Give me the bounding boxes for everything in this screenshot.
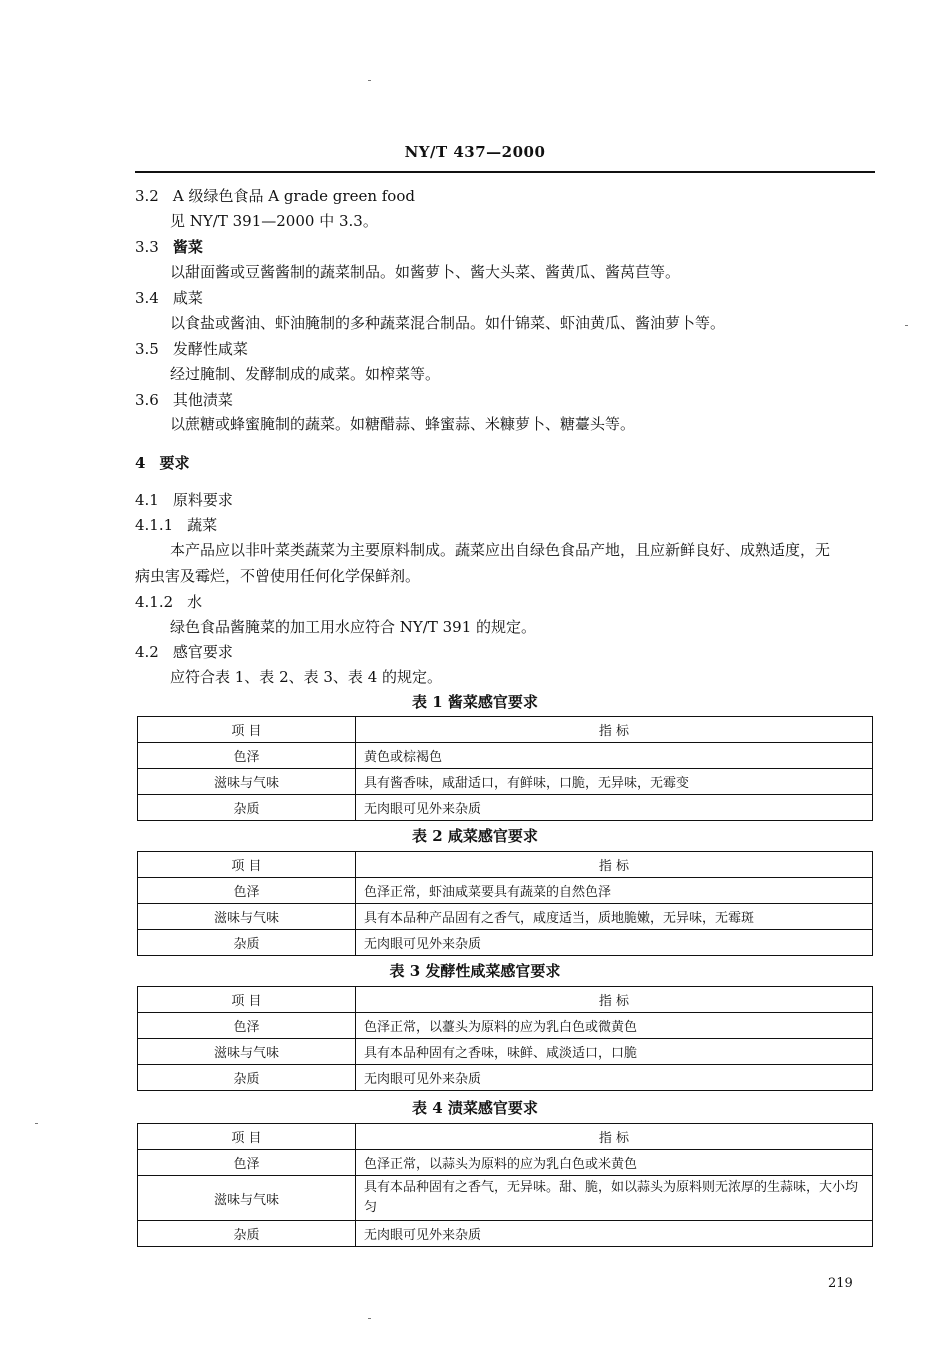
section-title: A 级绿色食品 A grade green food [172,187,415,205]
section-number: 3.2 [135,187,159,205]
section-4-1-heading [135,490,233,510]
scan-speck [35,1123,38,1124]
section-3-3-heading [135,237,203,257]
section-title: 酱菜 [172,238,203,256]
row-value: 无肉眼可见外来杂质 [356,795,873,821]
section-title: 要求 [159,454,190,472]
row-item: 杂质 [138,795,356,821]
section-title: 其他渍菜 [172,391,233,409]
section-title: 咸菜 [172,289,203,307]
section-title: 蔬菜 [187,516,218,534]
section-3-4-heading [135,288,203,308]
section-3-2-heading [135,186,415,206]
table-4 [137,1123,873,1247]
table-row [138,878,873,904]
table-3 [137,986,873,1091]
section-3-6-heading [135,390,233,410]
section-number: 4.1.1 [135,516,174,534]
table-3-caption: 表 3 发酵性咸菜感官要求 [389,962,561,980]
row-item: 色泽 [138,1013,356,1039]
section-number: 3.3 [135,238,159,256]
table-row [138,1176,873,1221]
row-item: 杂质 [138,1065,356,1091]
section-3-3-body: 以甜面酱或豆酱酱制的蔬菜制品。如酱萝卜、酱大头菜、酱黄瓜、酱莴苣等。 [170,263,681,281]
header-index: 指 标 [356,1124,873,1150]
table-1 [137,716,873,821]
row-value: 无肉眼可见外来杂质 [356,1065,873,1091]
row-item: 滋味与气味 [138,1176,356,1221]
table-row [138,1039,873,1065]
row-value: 色泽正常，以薹头为原料的应为乳白色或微黄色 [356,1013,873,1039]
section-title: 感官要求 [172,643,233,661]
table-row [138,1065,873,1091]
header-rule [135,171,875,173]
row-item: 色泽 [138,743,356,769]
row-item: 滋味与气味 [138,1039,356,1065]
header-item: 项 目 [138,987,356,1013]
table-4-caption: 表 4 渍菜感官要求 [412,1099,538,1117]
section-4-1-1-body-line2: 病虫害及霉烂，不曾使用任何化学保鲜剂。 [135,567,421,585]
scan-speck [368,1318,371,1319]
section-number: 4.1.2 [135,593,174,611]
section-title: 水 [187,593,203,611]
section-4-heading [135,453,189,473]
section-3-5-heading [135,339,248,359]
row-value: 具有酱香味，咸甜适口，有鲜味，口脆，无异味，无霉变 [356,769,873,795]
table-header-row [138,987,873,1013]
scan-speck [905,325,908,326]
section-number: 4.2 [135,643,159,661]
row-item: 色泽 [138,1150,356,1176]
scan-speck [368,80,371,81]
section-title: 原料要求 [172,491,233,509]
row-value: 具有本品种产品固有之香气，咸度适当，质地脆嫩，无异味，无霉斑 [356,904,873,930]
row-item: 杂质 [138,930,356,956]
row-item: 色泽 [138,878,356,904]
header-index: 指 标 [356,717,873,743]
table-header-row [138,852,873,878]
row-item: 滋味与气味 [138,904,356,930]
section-number: 4.1 [135,491,159,509]
row-value: 色泽正常，虾油咸菜要具有蔬菜的自然色泽 [356,878,873,904]
header-item: 项 目 [138,1124,356,1150]
section-4-1-2-heading [135,592,202,612]
section-4-1-2-body: 绿色食品酱腌菜的加工用水应符合 NY/T 391 的规定。 [170,618,537,636]
section-number: 3.4 [135,289,159,307]
row-value: 无肉眼可见外来杂质 [356,930,873,956]
row-item: 杂质 [138,1221,356,1247]
standard-header: NY/T 437—2000 [404,143,546,161]
section-3-4-body: 以食盐或酱油、虾油腌制的多种蔬菜混合制品。如什锦菜、虾油黄瓜、酱油萝卜等。 [170,314,726,332]
row-value: 具有本品种固有之香气，无异味。甜、脆，如以蒜头为原料则无浓厚的生蒜味，大小均匀 [356,1176,873,1221]
page-number: 219 [828,1276,853,1291]
table-2 [137,851,873,956]
header-item: 项 目 [138,852,356,878]
table-header-row [138,1124,873,1150]
table-row [138,743,873,769]
section-4-1-1-body-line1: 本产品应以非叶菜类蔬菜为主要原料制成。蔬菜应出自绿色食品产地，且应新鲜良好、成熟适度，无 [170,541,831,559]
table-row [138,1013,873,1039]
section-4-1-1-heading [135,515,217,535]
section-3-6-body: 以蔗糖或蜂蜜腌制的蔬菜。如糖醋蒜、蜂蜜蒜、米糠萝卜、糖薹头等。 [170,415,636,433]
table-row [138,930,873,956]
section-4-2-body: 应符合表 1、表 2、表 3、表 4 的规定。 [170,668,443,686]
section-title: 发酵性咸菜 [172,340,248,358]
row-value: 无肉眼可见外来杂质 [356,1221,873,1247]
section-3-5-body: 经过腌制、发酵制成的咸菜。如榨菜等。 [170,365,441,383]
row-item: 滋味与气味 [138,769,356,795]
section-number: 3.6 [135,391,159,409]
table-2-caption: 表 2 咸菜感官要求 [412,827,538,845]
header-index: 指 标 [356,987,873,1013]
table-header-row [138,717,873,743]
section-3-2-body: 见 NY/T 391—2000 中 3.3。 [170,212,378,230]
row-value: 色泽正常，以蒜头为原料的应为乳白色或米黄色 [356,1150,873,1176]
table-1-caption: 表 1 酱菜感官要求 [412,693,538,711]
row-value: 具有本品种固有之香味，味鲜、咸淡适口，口脆 [356,1039,873,1065]
row-value: 黄色或棕褐色 [356,743,873,769]
table-row [138,795,873,821]
table-row [138,904,873,930]
header-item: 项 目 [138,717,356,743]
section-number: 4 [135,454,146,472]
section-4-2-heading [135,642,233,662]
section-number: 3.5 [135,340,159,358]
table-row [138,1150,873,1176]
table-row [138,1221,873,1247]
table-row [138,769,873,795]
header-index: 指 标 [356,852,873,878]
